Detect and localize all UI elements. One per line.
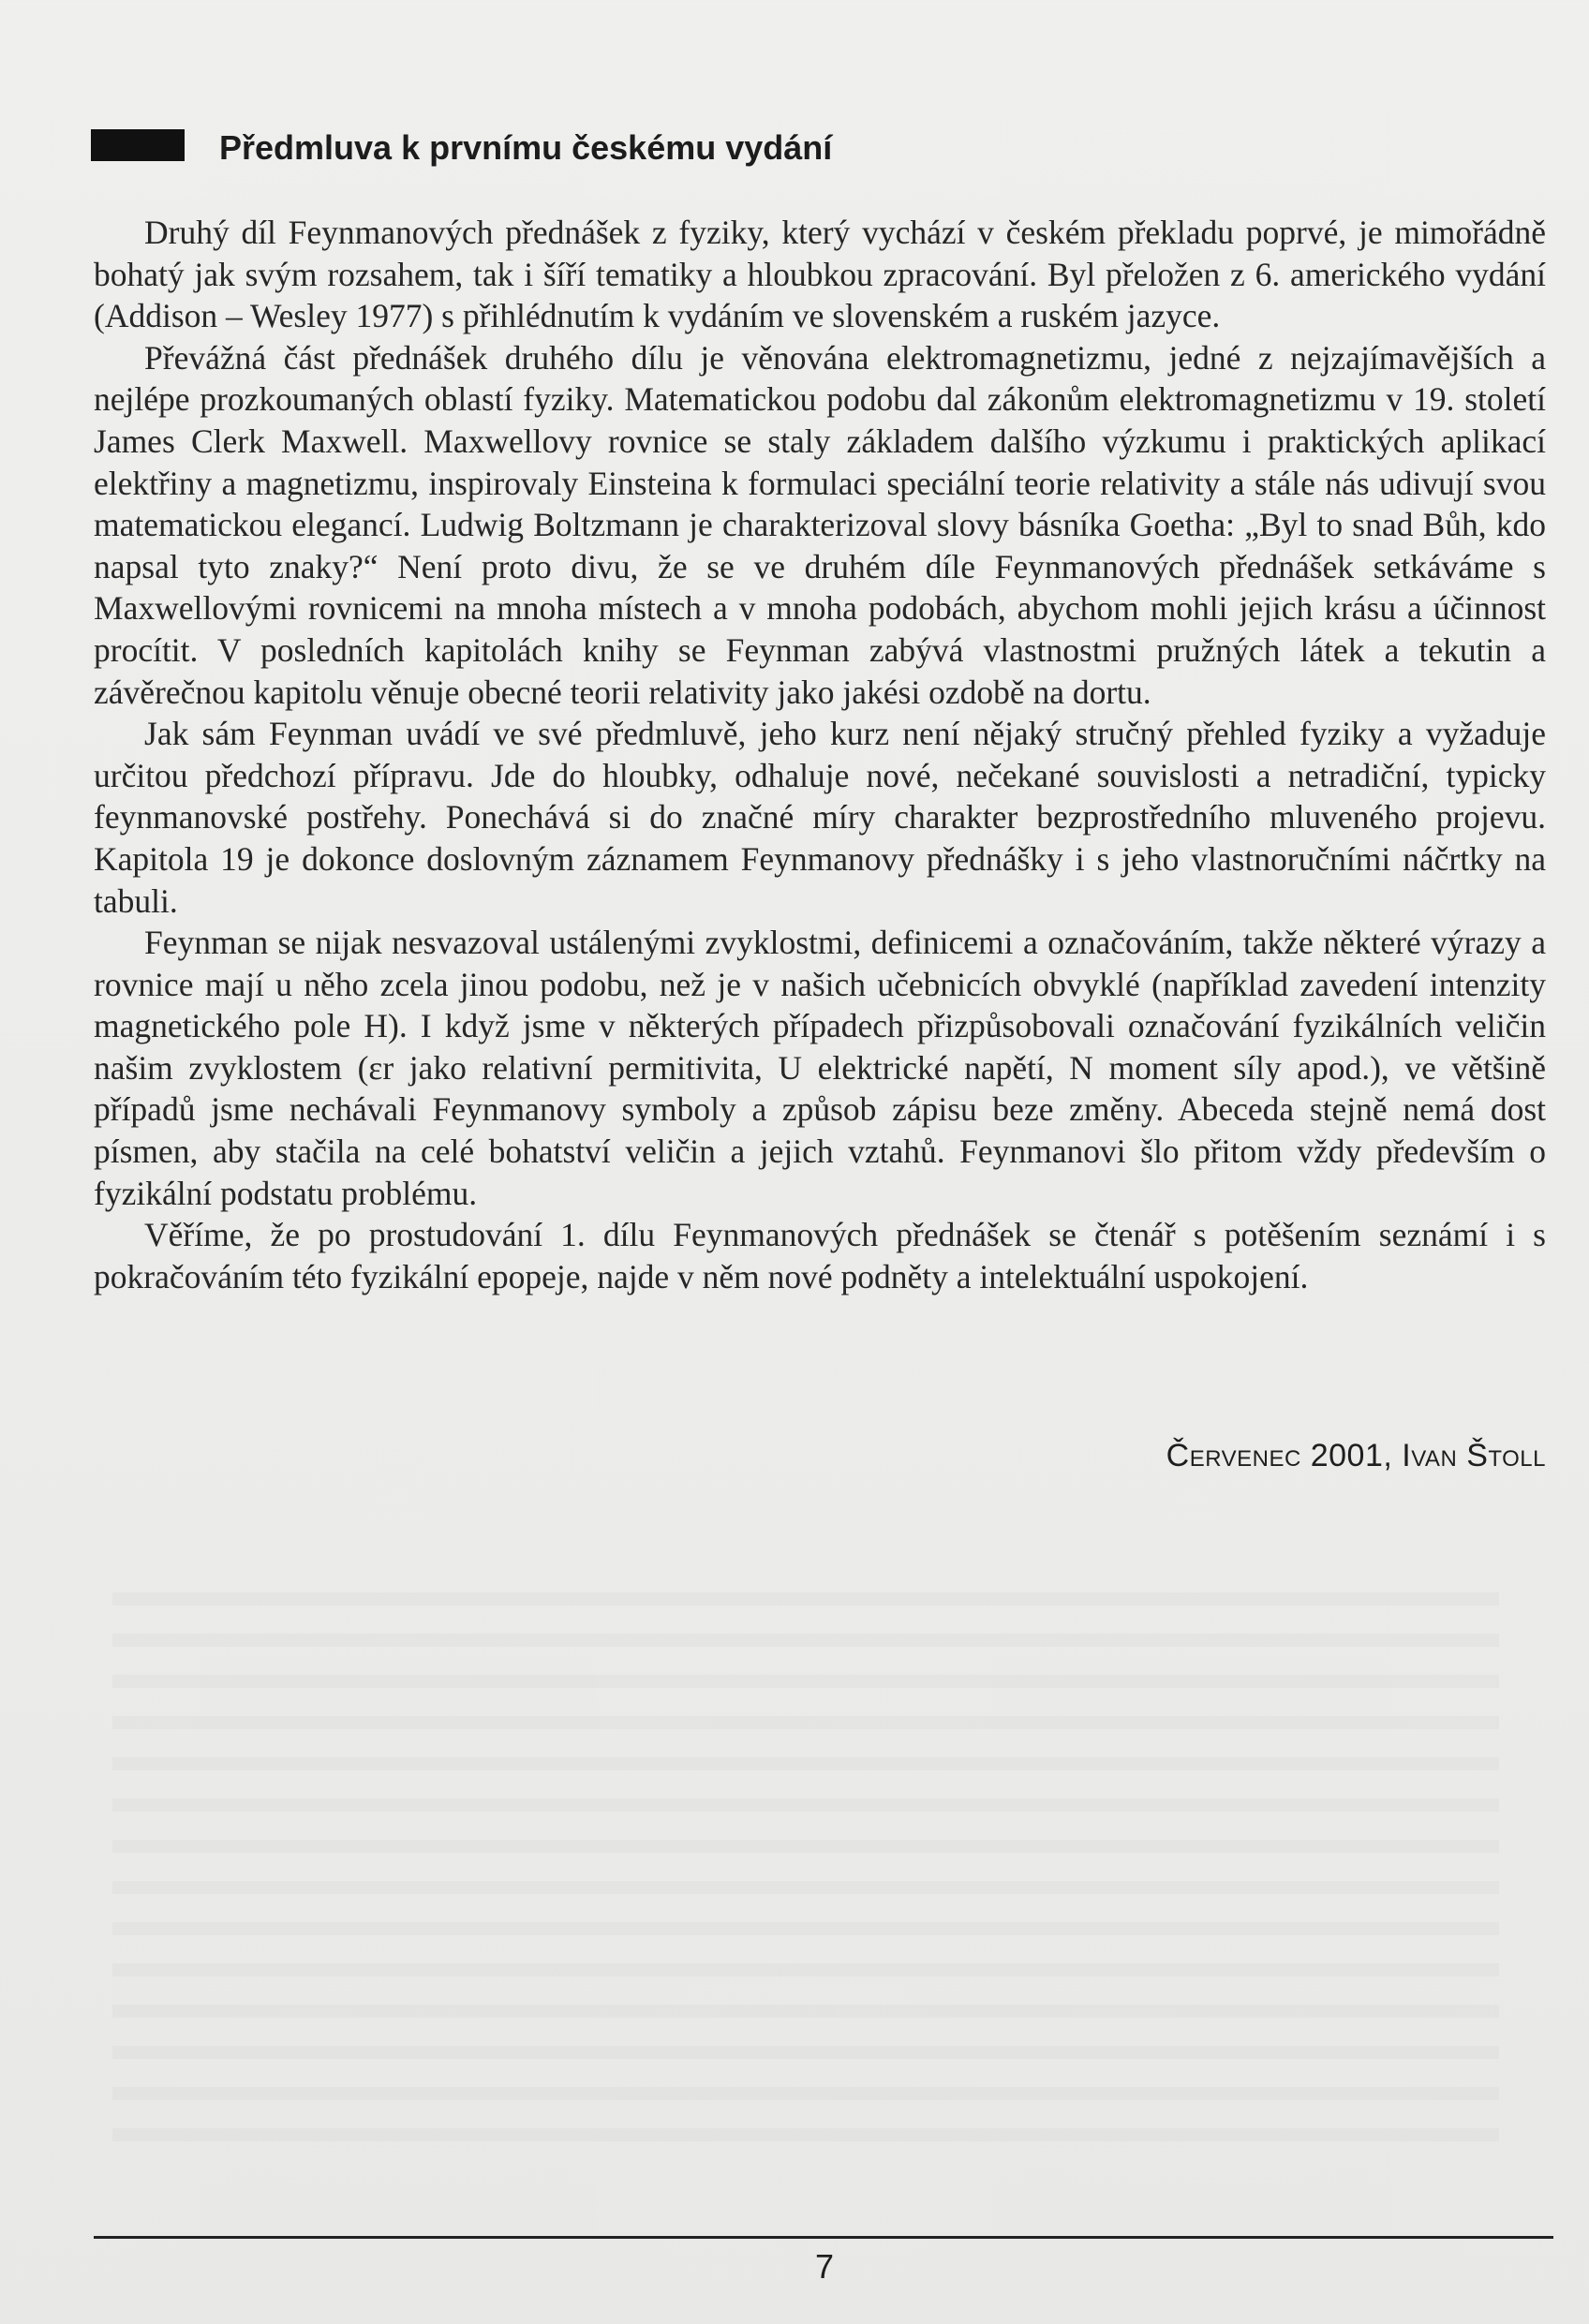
paragraph-4: Feynman se nijak nesvazoval ustálenými zvyklostmi, definicemi a označováním, takže některé výrazy a rovnice mají u něho zcela jinou podobu, než je v našich učebnicích obvyklé (například zavedení intenzity magnetického pole H). I když jsme v některých případech přizpůsobovali označování fyzikálních veličin našim zvyklostem (εr jako relativní permitivita, U elektrické napětí, N moment síly apod.), ve většině případů jsme nechávali Feynmanovy symboly a způsob zápisu beze změny. Abeceda stejně nemá dost písmen, aby stačila na celé bohatství veličin a jejich vztahů. Feynmanovi šlo přitom vždy především o fyzikální podstatu problému. [94, 924, 1546, 1212]
paragraph-3: Jak sám Feynman uvádí ve své předmluvě, jeho kurz není nějaký stručný přehled fyziky a vyžaduje určitou předchozí přípravu. Jde do hloubky, odhaluje nové, nečekané souvislosti a netradiční, typicky feynmanovské postřehy. Ponechává si do značné míry charakter bezprostředního mluveného projevu. Kapitola 19 je dokonce doslovným záznamem Feynmanovy přednášky i s jeho vlastnoručními náčrtky na tabuli. [94, 715, 1546, 920]
page-title: Předmluva k prvnímu českému vydání [219, 128, 833, 167]
paragraph-1: Druhý díl Feynmanových přednášek z fyziky, který vychází v českém překladu poprvé, je mimořádně bohatý jak svým rozsahem, tak i šíří tematiky a hloubkou zpracování. Byl přeložen z 6. amerického vydání (Addison – Wesley 1977) s přihlédnutím k vydáním ve slovenském a ruském jazyce. [94, 214, 1546, 335]
show-through-background [112, 1592, 1499, 2154]
heading-marker-bar [91, 129, 185, 161]
paragraph-2: Převážná část přednášek druhého dílu je věnována elektromagnetizmu, jedné z nejzajímavějších a nejlépe prozkoumaných oblastí fyziky. Matematickou podobu dal zákonům elektromagnetizmu v 19. století James Clerk Maxwell. Maxwellovy rovnice se staly základem dalšího výzkumu i praktických aplikací elektřiny a magnetizmu, inspirovaly Einsteina k formulaci speciální teorie relativity a stále nás udivují svou matematickou elegancí. Ludwig Boltzmann je charakterizoval slovy básníka Goetha: „Byl to snad Bůh, kdo napsal tyto znaky?“ Není proto divu, že se ve druhém díle Feynmanových přednášek setkáváme s Maxwellovými rovnicemi na mnoha místech a v mnoha podobách, abychom mohli jejich krásu a účinnost procítit. V posledních kapitolách knihy se Feynman zabývá vlastnostmi pružných látek a tekutin a závěrečnou kapitolu věnuje obecné teorii relativity jako jakési ozdobě na dortu. [94, 338, 1546, 711]
signature-line: Červenec 2001, Ivan Štoll [1166, 1438, 1546, 1473]
paragraph-5: Věříme, že po prostudování 1. dílu Feynmanových přednášek se čtenář s potěšením seznámí i s pokračováním této fyzikální epopeje, najde v něm nové podněty a intelektuální uspokojení. [94, 1216, 1546, 1295]
page-number: 7 [814, 2247, 835, 2286]
preface-body [94, 212, 1546, 1297]
footer-rule [94, 2236, 1553, 2239]
